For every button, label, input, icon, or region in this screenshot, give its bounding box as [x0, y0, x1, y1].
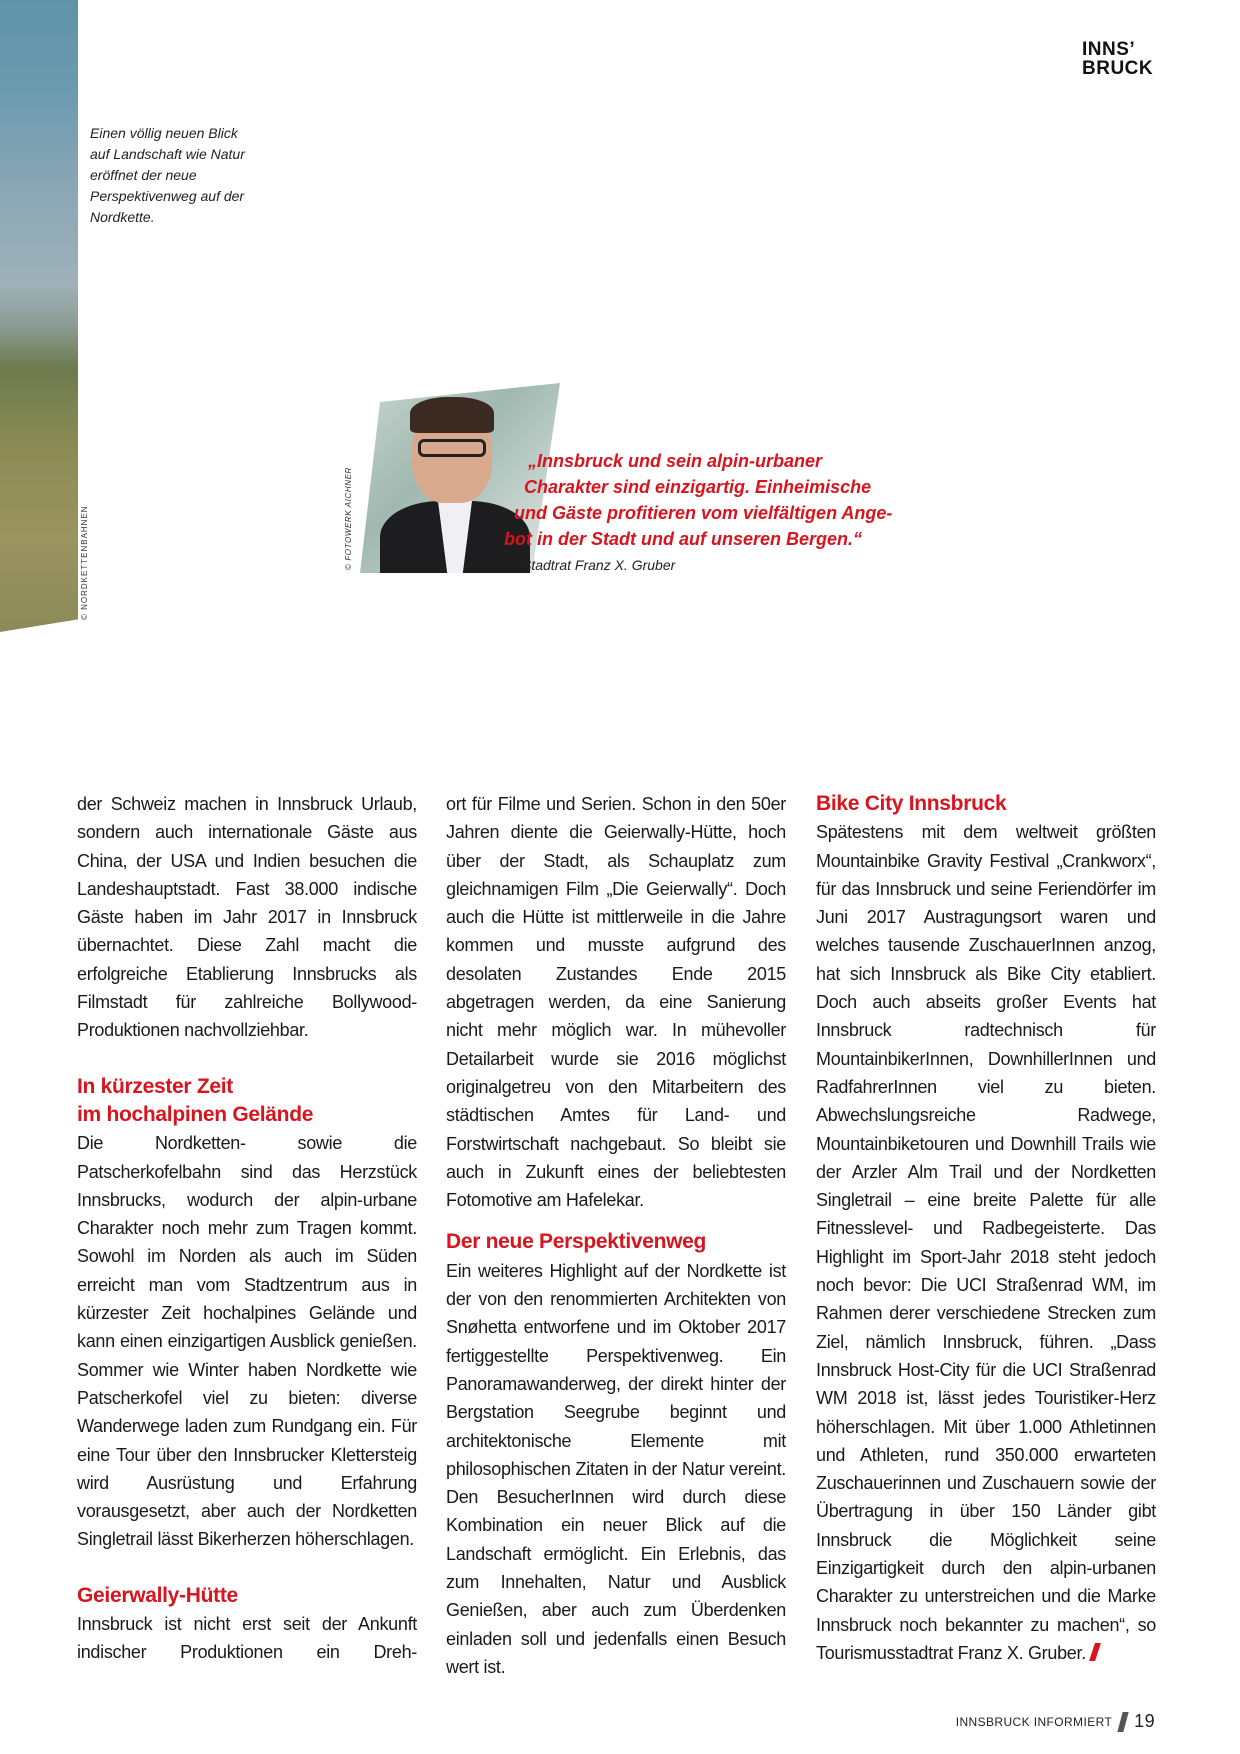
page-number: 19 [1134, 1711, 1155, 1731]
landscape-photo [0, 0, 78, 632]
publication-name: INNSBRUCK INFORMIERT [955, 1714, 1113, 1729]
heading-line: im hochalpinen Gelände [77, 1102, 314, 1126]
quote-line: „Innsbruck und sein alpin-urbaner [528, 451, 823, 471]
paragraph: Innsbruck ist nicht erst seit der Ankunft indischer Produktionen ein Dreh- [77, 1614, 417, 1663]
article-column-1 [77, 790, 417, 1667]
photo-credit: © NORDKETTENBAHNEN [80, 505, 89, 620]
quote-line: und Gäste profitieren vom vielfältigen Ange- [514, 503, 893, 523]
article-column-2 [446, 790, 786, 1681]
quote-line: Charakter sind einzigartig. Einheimische [524, 477, 872, 497]
logo-line-2: BRUCK [1082, 58, 1154, 79]
heading-line: In kürzester Zeit [77, 1074, 233, 1098]
paragraph: ort für Filme und Serien. Schon in den 50er Jahren diente die Geierwally-Hütte, hoch über der Stadt, als Schauplatz zum gleichnamigen Film „Die Geierwally“. Doch auch die Hütte ist mittlerweile in die Jahre kommen und musste aufgrund des desolaten Zustandes Ende 2015 abgetragen werden, da eine Sanierung nicht mehr möglich war. In mühevoller Detailarbeit wurde sie 2016 möglichst originalgetreu von den Mitarbeitern des städtischen Amtes für Land- und Forstwirtschaft nachgebaut. So bleibt sie auch in Zukunft eines der beliebtesten Fotomotive am Hafelekar. [446, 794, 786, 1211]
paragraph-text: Spätestens mit dem weltweit größten Mountainbike Gravity Festival „Crankworx“, für das Innsbruck und seine Feriendörfer im Juni 2017 Austragungsort waren und welches tausende ZuschauerInnen anzog, hat sich Innsbruck als Bike City etabliert. Doch auch abseits großer Events hat Innsbruck radtechnisch für MountainbikerInnen, DownhillerInnen und RadfahrerInnen viel zu bieten. Abwechslungsreiche Radwege, Mountainbiketouren und Downhill Trails wie der Arzler Alm Trail und der Nordketten Singletrail – eine breite Palette für alle Fitnesslevel- und Radbegeisterte. Das Highlight im Sport-Jahr 2018 steht jedoch noch bevor: Die UCI Straßenrad WM, im Rahmen derer verschiedene Strecken zum Ziel, nämlich Innsbruck, führen. „Dass Innsbruck Host-City für die UCI Straßenrad WM 2018 ist, lässt jedes Touristiker-Herz höherschlagen. Mit über 1.000 Athletinnen und Athleten, rund 350.000 erwarteten Zuschauerinnen und Zuschauern sowie der Übertragung in über 150 Länder gibt Innsbruck die Möglichkeit seine Einzigartigkeit durch den alpin-urbanen Charakter zu unterstreichen und die Marke Innsbruck noch bekannter zu machen“, so Tourismusstadtrat Franz X. Gruber. [816, 822, 1156, 1663]
photo-caption: Einen völlig neuen Blick auf Landschaft wie Natur eröffnet der neue Perspektivenweg auf der Nordkette. [90, 125, 245, 225]
paragraph [816, 818, 1156, 1667]
section-heading: Der neue Perspektivenweg [446, 1230, 707, 1254]
paragraph: der Schweiz machen in Innsbruck Urlaub, sondern auch internationale Gäste aus China, der USA und Indien besuchen die Landeshauptstadt. Fast 38.000 indische Gäste haben im Jahr 2017 in Innsbruck übernachtet. Diese Zahl macht die erfolgreiche Etablierung Innsbrucks als Filmstadt für zahlreiche Bollywood-Produktionen nachvollziehbar. [77, 794, 417, 1041]
paragraph: Ein weiteres Highlight auf der Nordkette ist der von den renommierten Architekten von Snøhetta entworfene und im Oktober 2017 fertiggestellte Perspektivenweg. Ein Panoramawanderweg, der direkt hinter der Bergstation Seegrube beginnt und architektonische Elemente mit philosophischen Zitaten in der Natur vereint. Den BesucherInnen wird durch diese Kombination ein neuer Blick auf die Landschaft ermöglicht. Ein Erlebnis, das zum Innehalten, Natur und Ausblick Genießen, aber auch zum Überdenken einladen soll und jedenfalls einen Besuch wert ist. [446, 1260, 786, 1677]
paragraph: Die Nordketten- sowie die Patscherkofelbahn sind das Herzstück Innsbrucks, wodurch der alpin-urbane Charakter noch mehr zum Tragen kommt. Sowohl im Norden als auch im Süden erreicht man vom Stadtzentrum aus in kürzester Zeit hochalpines Gelände und kann einen einzigartigen Ausblick genießen. Sommer wie Winter haben Nordkette wie Patscherkofel viel zu bieten: diverse Wanderwege laden zum Rundgang ein. Für eine Tour über den Innsbrucker Klettersteig wird Ausrüstung und Erfahrung vorausgesetzt, aber auch der Nordketten Singletrail lässt Bikerherzen höherschlagen. [77, 1133, 417, 1550]
portrait-credit: © FOTOWERK AICHNER [344, 467, 353, 570]
end-mark-icon [1089, 1643, 1101, 1661]
article-column-3 [816, 790, 1156, 1667]
section-heading: Bike City Innsbruck [816, 792, 1007, 815]
innsbruck-logo [1082, 40, 1153, 78]
page-footer [956, 1711, 1155, 1732]
slash-divider-icon [1117, 1712, 1128, 1732]
section-heading: Geierwally-Hütte [77, 1583, 238, 1607]
logo-line-1: INNS’ [1082, 39, 1136, 60]
quote-line: bot in der Stadt und auf unseren Bergen.“ [504, 529, 863, 549]
quote-author: Stadtrat Franz X. Gruber [522, 557, 676, 573]
pull-quote [504, 448, 893, 552]
section-heading [77, 1073, 417, 1130]
